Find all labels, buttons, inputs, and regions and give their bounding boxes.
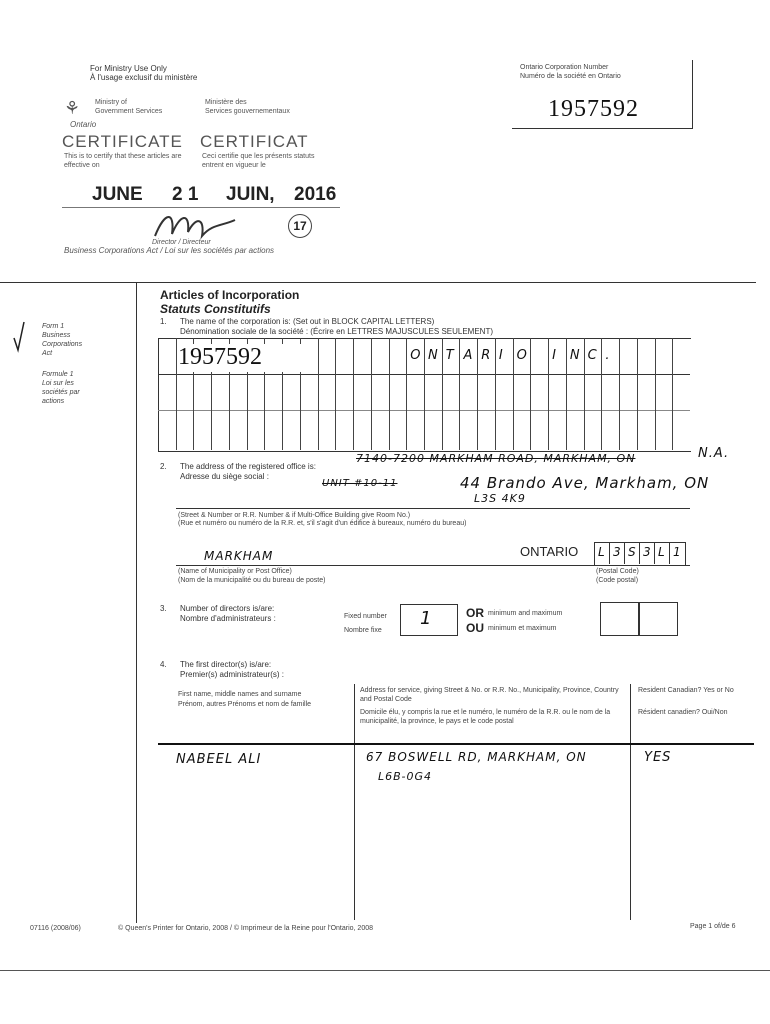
minmax-fr: minimum et maximum	[488, 625, 557, 632]
postal-code-char: L	[598, 545, 606, 559]
name-letter: R	[481, 348, 492, 363]
director-name: NABEEL ALI	[176, 752, 262, 767]
articles-title-en: Articles of Incorporation	[160, 288, 300, 302]
ministry-use-fr: À l'usage exclusif du ministère	[90, 73, 198, 82]
name-grid-cell	[353, 338, 354, 450]
stamp-ontario: Ontario	[70, 120, 97, 129]
stamp-ministry-fr2: Services gouvernementaux	[205, 108, 290, 115]
fixed-number-value: 1	[420, 608, 433, 629]
name-grid-cell	[459, 338, 460, 450]
stamp-cert-text-en: This is to certify that these articles are effective on	[64, 153, 182, 169]
fixed-number-fr: Nombre fixe	[344, 627, 382, 634]
address-rule	[176, 508, 690, 509]
col2-header-fr: Domicile élu, y compris la rue et le numéro, le numéro de la R.R. ou le nom de la municipalité, la province, le pays et le code postal	[360, 709, 611, 725]
name-letter: O	[516, 348, 528, 363]
street-help-en: (Street & Number or R.R. Number & if Multi-Office Building give Room No.)	[178, 512, 411, 519]
corp-number-label-fr: Numéro de la société en Ontario	[520, 73, 621, 80]
item2-label-en: The address of the registered office is:	[180, 462, 316, 471]
street-help-fr: (Rue et numéro ou numéro de la R.R. et, s'il s'agit d'un édifice à bureaux, numéro du bureau)	[178, 520, 467, 527]
name-grid-cell	[513, 338, 514, 450]
col2-header-en: Address for service, giving Street & No. or R.R. No., Municipality, Province, Country and Postal Code	[360, 687, 619, 703]
directors-col-divider-1	[354, 684, 355, 920]
name-letter: I	[552, 348, 557, 363]
name-grid-cell	[548, 338, 549, 450]
name-grid-cell	[335, 338, 336, 450]
name-grid-cell	[495, 338, 496, 450]
col1-header-fr: Prénom, autres Prénoms et nom de famille	[178, 701, 312, 708]
name-grid-cell	[176, 338, 177, 450]
stamp-ministry-fr: Ministère des	[205, 99, 247, 106]
maximum-box	[638, 602, 678, 636]
stamp-month-en: JUNE	[92, 184, 143, 205]
name-grid-cell	[318, 338, 319, 450]
ministry-use-en: For Ministry Use Only	[90, 64, 167, 73]
name-letter: I	[498, 348, 504, 363]
col3-header-fr: Résident canadien? Oui/Non	[638, 709, 728, 716]
item1-label-fr: Dénomination sociale de la société : (Écrire en LETTRES MAJUSCULES SEULEMENT)	[180, 327, 493, 336]
footer-printer: © Queen's Printer for Ontario, 2008 / © Imprimeur de la Reine pour l'Ontario, 2008	[118, 925, 374, 932]
name-letter: T	[445, 348, 455, 363]
or-fr: OU	[466, 621, 484, 635]
stamp-day: 2 1	[172, 184, 199, 205]
postal-code-divider	[669, 542, 670, 564]
postal-code-divider	[609, 542, 610, 564]
item2-number: 2.	[160, 462, 167, 471]
form-side-fr: Formule 1 Loi sur les sociétés par actions	[42, 371, 80, 405]
postal-code-divider	[639, 542, 640, 564]
footer-page: Page 1 of/de 6	[690, 923, 736, 930]
postal-label-en: (Postal Code)	[596, 568, 639, 575]
name-grid-cell	[406, 338, 407, 450]
articles-title-fr: Statuts Constitutifs	[160, 302, 271, 316]
stamp-certificate-en: CERTIFICATE	[62, 132, 183, 151]
directors-header-rule	[158, 743, 754, 745]
item4-label-en: The first director(s) is/are:	[180, 660, 272, 669]
name-grid-cell	[424, 338, 425, 450]
name-grid-cell	[584, 338, 585, 450]
director-resident: YES	[644, 750, 672, 765]
postal-code-char: 3	[643, 545, 652, 559]
stamp-act-line: Business Corporations Act / Loi sur les sociétés par actions	[64, 246, 275, 255]
item3-label-fr: Nombre d'administrateurs :	[180, 614, 276, 623]
municipality-label-fr: (Nom de la municipalité ou du bureau de poste)	[178, 577, 326, 584]
name-letter: O	[410, 348, 422, 363]
item4-number: 4.	[160, 660, 167, 669]
fixed-number-en: Fixed number	[344, 613, 387, 620]
name-letter: N	[428, 348, 439, 363]
name-letter: .	[605, 348, 611, 363]
name-grid-cell	[637, 338, 638, 450]
stamp-ministry-en: Ministry of	[95, 99, 127, 106]
stamp-certificate-fr: CERTIFICAT	[200, 132, 309, 151]
stamp-ministry-en2: Government Services	[95, 108, 163, 115]
name-number: 1957592	[178, 344, 308, 372]
form-side-en: Form 1 Business Corporations Act	[42, 323, 83, 357]
name-grid-cell	[655, 338, 656, 450]
minimum-box	[600, 602, 640, 636]
item3-label-en: Number of directors is/are:	[180, 604, 275, 613]
postal-code-char: 3	[613, 545, 622, 559]
name-grid-cell	[442, 338, 443, 450]
stamp-month-fr: JUIN,	[226, 184, 275, 205]
name-grid-cell	[619, 338, 620, 450]
name-grid-cell	[477, 338, 478, 450]
stamp-director-label: Director / Directeur	[152, 239, 211, 246]
name-grid-cell	[672, 338, 673, 450]
director-address-1: 67 BOSWELL RD, MARKHAM, ON	[366, 750, 587, 764]
postal-code-divider	[624, 542, 625, 564]
name-letter: C	[587, 348, 598, 363]
postal-code-char: 1	[673, 545, 682, 559]
postal-code-char: S	[628, 545, 637, 559]
postal-code-char: L	[658, 545, 666, 559]
postal-code-divider	[654, 542, 655, 564]
crossed-address-2: UNIT #10-11	[322, 478, 398, 489]
province-value: ONTARIO	[520, 544, 579, 559]
name-grid-cell	[371, 338, 372, 450]
name-letter: A	[463, 348, 474, 363]
directors-col-divider-2	[630, 684, 631, 920]
new-address-line-1: 44 Brando Ave, Markham, ON	[460, 474, 710, 492]
municipality-label-en: (Name of Municipality or Post Office)	[178, 568, 292, 575]
corp-number-value: 1957592	[548, 96, 639, 122]
item1-number: 1.	[160, 317, 167, 326]
stamp-year: 2016	[294, 184, 337, 205]
minmax-en: minimum and maximum	[488, 610, 563, 617]
or-en: OR	[466, 606, 484, 620]
director-address-2: L6B-0G4	[378, 770, 432, 783]
bottom-edge-rule	[0, 970, 770, 971]
top-divider	[0, 282, 756, 283]
postal-label-fr: (Code postal)	[596, 577, 639, 584]
col3-header-en: Resident Canadian? Yes or No	[638, 687, 734, 694]
col1-header-en: First name, middle names and surname	[178, 691, 302, 698]
item2-label-fr: Adresse du siège social :	[180, 472, 269, 481]
name-grid-cell	[601, 338, 602, 450]
item1-label-en: The name of the corporation is: (Set out in BLOCK CAPITAL LETTERS)	[180, 317, 435, 326]
item3-number: 3.	[160, 604, 167, 613]
stamp-cert-text-fr: Ceci certifie que les présents statuts entrent en vigueur le	[202, 153, 315, 169]
name-grid-cell	[566, 338, 567, 450]
name-grid-cell	[530, 338, 531, 450]
municipality-rule	[176, 565, 690, 566]
new-address-line-2: L3S 4K9	[474, 492, 526, 505]
checkmark-icon	[8, 318, 28, 358]
director-signature-icon	[150, 206, 240, 242]
crossed-address-1: 7140-7200 MARKHAM ROAD, MARKHAM, ON	[356, 452, 636, 465]
footer-form-code: 07116 (2008/06)	[30, 925, 81, 932]
stamp-circled-number: 17	[288, 214, 312, 238]
left-margin-rule	[136, 283, 137, 923]
name-grid-cell	[389, 338, 390, 450]
municipality-value: MARKHAM	[204, 549, 274, 563]
corp-number-label-en: Ontario Corporation Number	[520, 64, 609, 71]
name-letter: N	[569, 348, 581, 363]
ontario-trillium-icon: ⚘	[64, 98, 81, 118]
item4-label-fr: Premier(s) administrateur(s) :	[180, 670, 285, 679]
address-note: N.A.	[698, 446, 730, 461]
